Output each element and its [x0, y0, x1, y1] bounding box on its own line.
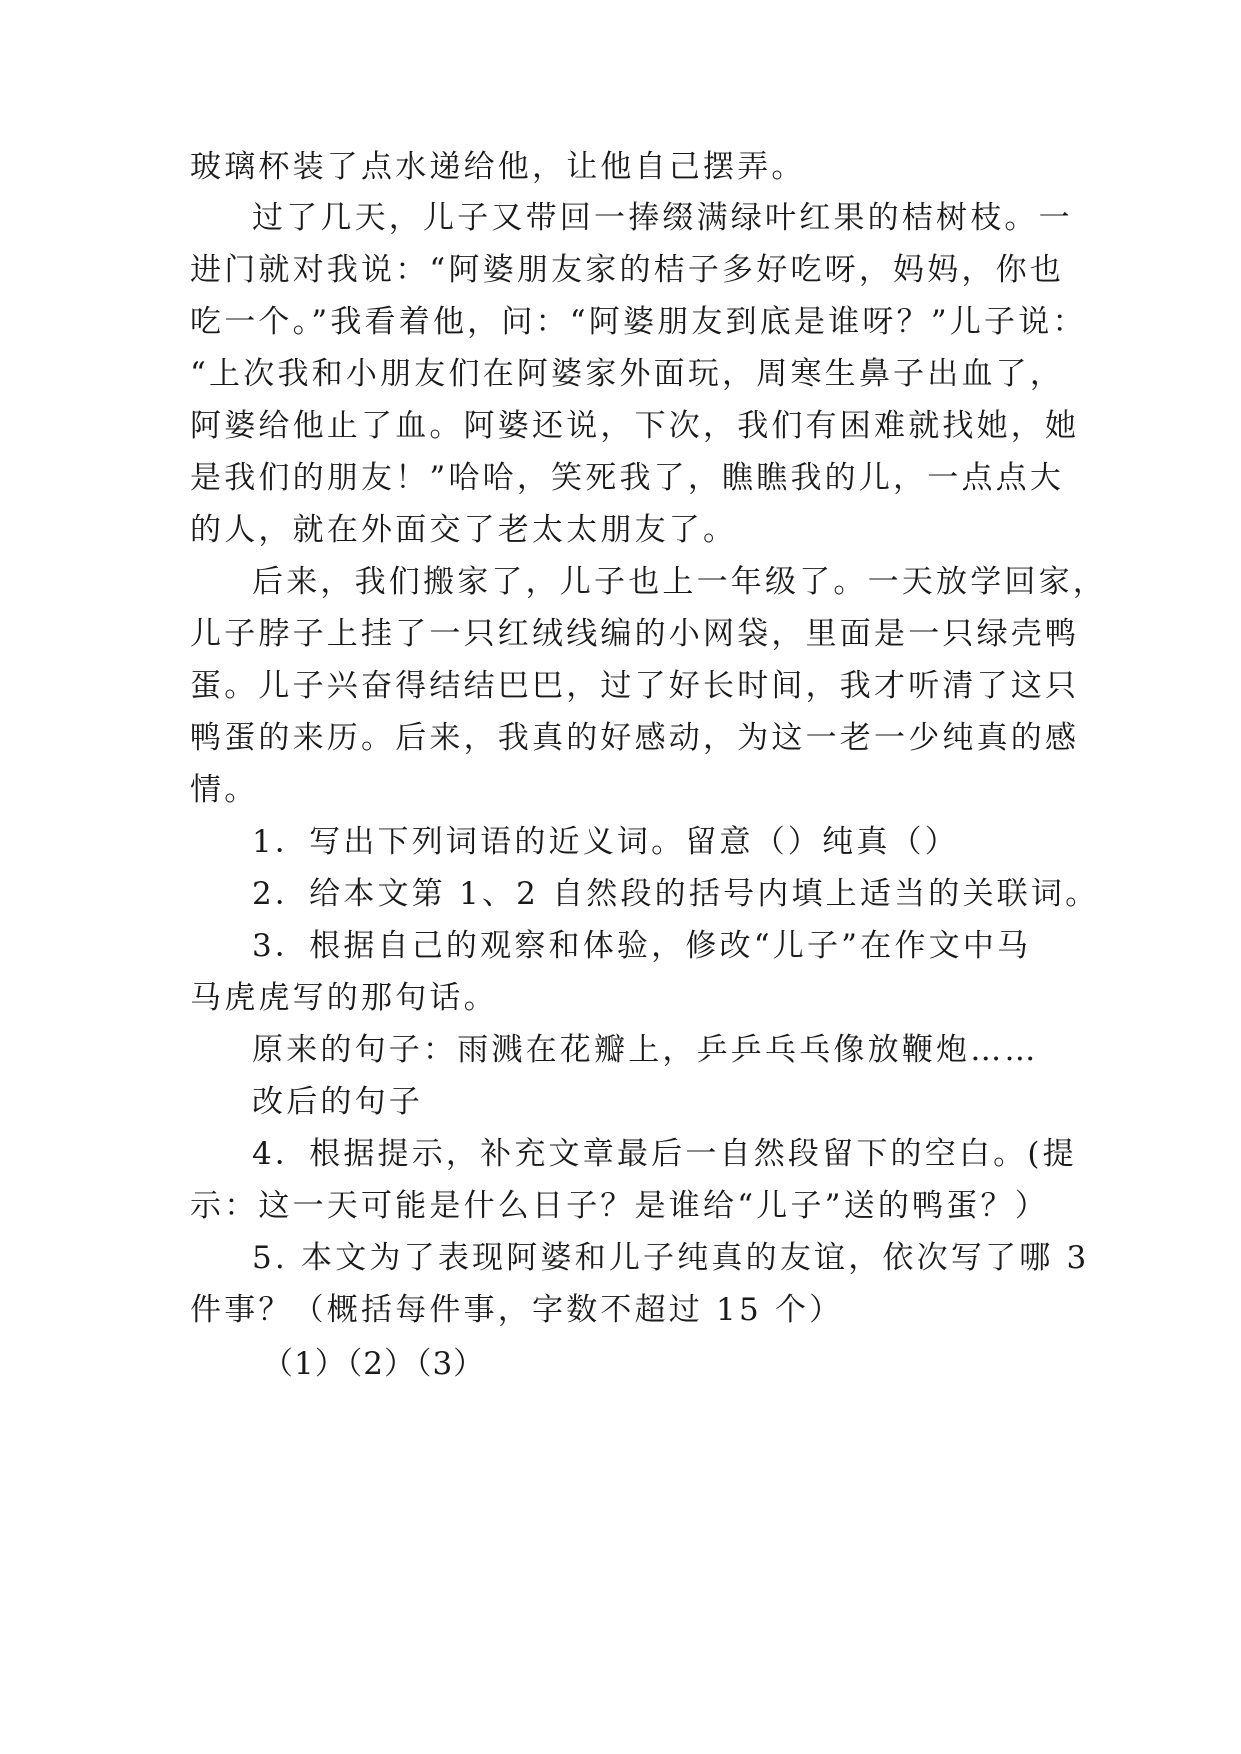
question-2: 2．给本文第 1、2 自然段的括号内填上适当的关联词。: [252, 876, 1100, 912]
question-5: 5. 本文为了表现阿婆和儿子纯真的友谊，依次写了哪 3: [252, 1240, 1090, 1276]
text-line: 鸭蛋的来历。后来，我真的好感动，为这一老一少纯真的感: [190, 720, 1080, 756]
text-line: 玻璃杯装了点水递给他，让他自己摆弄。: [190, 149, 806, 185]
original-sentence: 原来的句子：雨溅在花瓣上，乒乒乓乓像放鞭炮……: [252, 1032, 1039, 1068]
text-line: “上次我和小朋友们在阿婆家外面玩，周寒生鼻子出血了，: [190, 356, 1065, 392]
question-4-continued: 示：这一天可能是什么日子？是谁给“儿子”送的鸭蛋？）: [190, 1188, 1049, 1224]
text-line: 蛋。儿子兴奋得结结巴巴，过了好长时间，我才听清了这只: [190, 668, 1080, 704]
question-3: 3．根据自己的观察和体验，修改“儿子”在作文中马: [252, 928, 1032, 964]
text-line: 情。: [190, 772, 259, 808]
question-1: 1．写出下列词语的近义词。留意（）纯真（）: [252, 824, 959, 860]
question-5-continued: 件事？（概括每件事，字数不超过 15 个）: [190, 1292, 844, 1328]
text-line: 吃一个。”我看着他，问：“阿婆朋友到底是谁呀？”儿子说：: [190, 304, 1087, 340]
text-line: 的人，就在外面交了老太太朋友了。: [190, 512, 738, 548]
text-line: 儿子脖子上挂了一只红绒线编的小网袋，里面是一只绿壳鸭: [190, 616, 1080, 652]
text-line: 阿婆给他止了血。阿婆还说，下次，我们有困难就找她，她: [190, 408, 1080, 444]
answer-blanks: （1）（2）（3）: [262, 1346, 486, 1382]
question-4: 4．根据提示，补充文章最后一自然段留下的空白。(提: [252, 1136, 1077, 1172]
revised-sentence-label: 改后的句子: [252, 1084, 423, 1120]
paragraph-start-line: 后来，我们搬家了，儿子也上一年级了。一天放学回家，: [252, 564, 1107, 600]
paragraph-start-line: 过了几天，儿子又带回一捧缀满绿叶红果的桔树枝。一: [252, 200, 1073, 236]
text-line: 是我们的朋友！”哈哈，笑死我了，瞧瞧我的儿，一点点大: [190, 460, 1065, 496]
question-3-continued: 马虎虎写的那句话。: [190, 980, 498, 1016]
text-line: 进门就对我说：“阿婆朋友家的桔子多好吃呀，妈妈，你也: [190, 252, 1065, 288]
